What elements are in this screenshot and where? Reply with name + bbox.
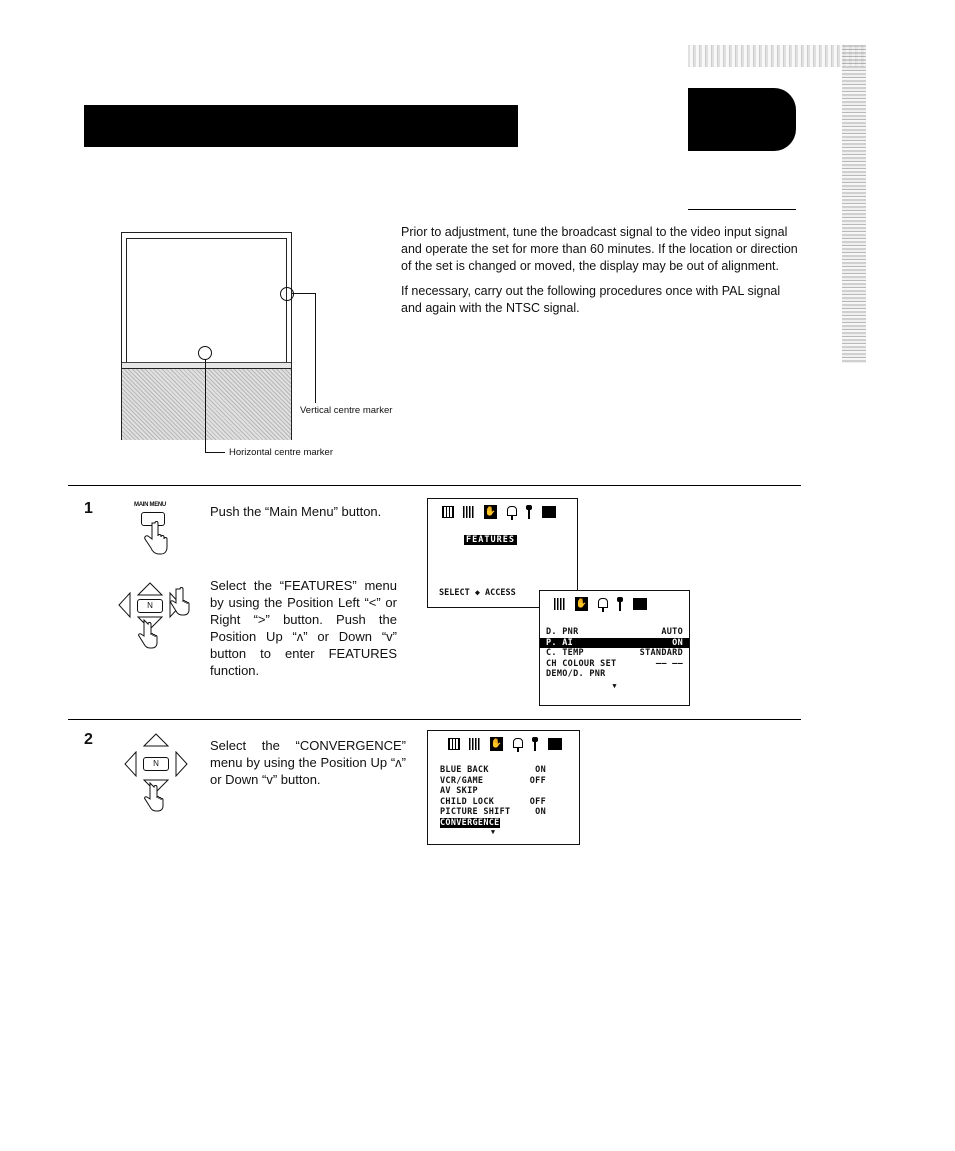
left-arrow-icon: [119, 593, 130, 617]
tv-base: [122, 368, 291, 440]
up-arrow-icon: [144, 734, 168, 746]
intro-text: [401, 224, 803, 324]
osd-features-label: FEATURES: [466, 535, 515, 545]
horizontal-marker-leader-h: [205, 452, 225, 453]
step1-rule: [68, 485, 801, 486]
setup-icon: [616, 597, 624, 611]
sound-icon: [554, 598, 566, 610]
pointing-hand-icon: [143, 520, 169, 556]
sound-icon: [469, 738, 481, 750]
tab-rule: [688, 209, 796, 210]
vertical-marker-circle: [280, 287, 294, 301]
tv-diagram: [121, 232, 292, 440]
audio-icon: [597, 598, 607, 611]
left-arrow-icon: [125, 752, 136, 776]
setup-icon: [525, 505, 533, 519]
n-key-1[interactable]: N: [137, 599, 163, 613]
osd2-row-demo: DEMO/D. PNR: [546, 669, 606, 679]
osd3-row-convergence: CONVERGENCE: [440, 817, 500, 828]
n-key-2[interactable]: N: [143, 757, 169, 771]
step2-rule: [68, 719, 801, 720]
remote-pad-1: [114, 575, 224, 665]
picture-icon: [448, 738, 460, 750]
osd3-row-picture-shift: PICTURE SHIFT ON: [440, 807, 546, 817]
tuning-icon: [542, 506, 556, 518]
intro-paragraph-1: Prior to adjustment, tune the broadcast signal to the video input signal and operate the set for more than 60 minutes. If the location or direction of the set is changed or moved, the display may be out of alignment.: [401, 225, 798, 274]
audio-icon: [506, 506, 516, 519]
tv-screen: [126, 238, 287, 364]
tuning-icon: [548, 738, 562, 750]
osd2-row-ctemp: C. TEMP STANDARD: [546, 648, 683, 658]
osd-features-menu: [539, 590, 690, 706]
osd3-more-icon: ▼: [490, 828, 496, 836]
section-tab: [688, 88, 796, 151]
osd2-icon-row: [540, 591, 689, 611]
intro-paragraph-2: If necessary, carry out the following procedures once with PAL signal and again with the NTSC signal.: [401, 283, 781, 315]
osd2-row-ch-colour: CH COLOUR SET ‒‒ ‒‒: [546, 658, 683, 669]
osd-icon-row: [428, 499, 577, 519]
features-icon: ✋: [490, 739, 503, 749]
page-edge: [842, 45, 866, 363]
step1-text-a: Push the “Main Menu” button.: [210, 504, 382, 519]
features-icon: ✋: [575, 599, 588, 609]
step2-text: Select the “CONVERGENCE” menu by using the Position Up “ʌ” or Down “v” button.: [210, 738, 406, 787]
osd2-more-icon: ▼: [612, 681, 617, 690]
vertical-marker-leader-v: [315, 293, 316, 403]
tuning-icon: [633, 598, 647, 610]
step1-number: 1: [84, 500, 93, 517]
osd3-row-av-skip: AV SKIP: [440, 786, 478, 796]
page-edge-top: [688, 45, 866, 67]
right-arrow-icon: [176, 752, 187, 776]
features-icon: ✋: [484, 507, 497, 517]
osd3-row-child-lock: CHILD LOCK OFF: [440, 796, 546, 807]
step2-number: 2: [84, 731, 93, 748]
audio-icon: [512, 738, 522, 751]
main-menu-button-label: MAIN MENU: [134, 502, 166, 508]
step1-text-b: Select the “FEATURES” menu by using the Position Left “<” or Right “>” button. Push the Position Up “ʌ” or Down “v” button to enter FEATURES function.: [210, 578, 397, 678]
title-bar: [84, 105, 518, 147]
picture-icon: [442, 506, 454, 518]
horizontal-marker-circle: [198, 346, 212, 360]
osd3-row-blue-back: BLUE BACK ON: [440, 765, 546, 775]
vertical-marker-caption: Vertical centre marker: [300, 405, 393, 416]
horizontal-marker-leader-v: [205, 359, 206, 452]
up-arrow-icon: [138, 583, 162, 595]
remote-pad-2: [114, 728, 224, 823]
sound-icon: [463, 506, 475, 518]
setup-icon: [531, 737, 539, 751]
osd3-row-vcr-game: VCR/GAME OFF: [440, 775, 546, 786]
osd-footer: SELECT ◆ ACCESS: [439, 588, 516, 598]
osd3-icon-row: [428, 731, 579, 751]
osd-convergence-menu: [427, 730, 580, 845]
osd2-row-dpnr: D. PNR AUTO: [546, 627, 683, 637]
vertical-marker-leader-h: [292, 293, 315, 294]
horizontal-marker-caption: Horizontal centre marker: [229, 447, 334, 458]
osd2-row-pai: P. AI ON: [540, 638, 689, 649]
